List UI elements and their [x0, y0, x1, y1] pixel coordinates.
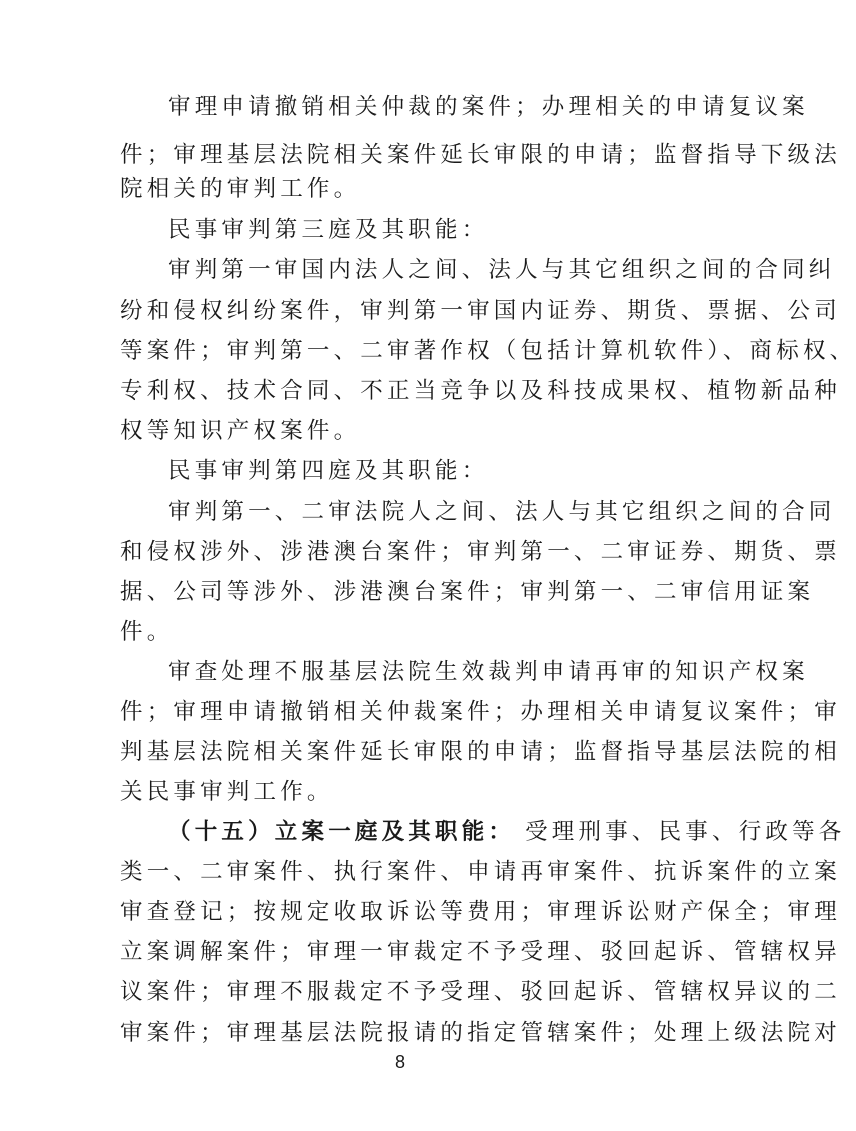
text-segment: 院相关的审判工作。 — [120, 176, 361, 202]
text-line — [0, 92, 809, 122]
text-segment: 件。 — [120, 619, 174, 645]
text-line — [0, 977, 841, 1007]
text-line — [0, 857, 841, 887]
text-segment: 民事审判第三庭及其职能： — [168, 217, 489, 243]
text-segment: 立案调解案件；审理一审裁定不予受理、驳回起诉、管辖权异 — [120, 939, 841, 965]
text-line — [0, 697, 841, 727]
page-number: 8 — [394, 1052, 405, 1072]
text-line — [0, 215, 800, 245]
text-line — [0, 577, 815, 607]
text-segment: 关民事审判工作。 — [120, 779, 334, 805]
text-line — [0, 617, 800, 647]
text-line — [0, 537, 841, 567]
text-segment: 纷和侵权纠纷案件，审判第一审国内证券、期货、票据、公司 — [120, 298, 841, 324]
text-line — [0, 937, 841, 967]
text-segment: 审判第一审国内法人之间、法人与其它组织之间的合同纠 — [168, 257, 836, 283]
text-line — [0, 1018, 841, 1048]
text-line — [0, 255, 836, 285]
text-line — [0, 737, 841, 767]
text-segment: 受理刑事、民事、行政等各 — [525, 819, 846, 845]
text-line — [0, 416, 800, 446]
text-segment: 审理申请撤销相关仲裁的案件；办理相关的申请复议案 — [168, 94, 809, 120]
text-line — [0, 897, 841, 927]
text-line — [0, 140, 841, 170]
text-segment: 等案件；审判第一、二审著作权（包括计算机软件）、商标权、 — [120, 338, 856, 364]
text-segment: 审案件；审理基层法院报请的指定管辖案件；处理上级法院对 — [120, 1020, 841, 1046]
text-segment: 议案件；审理不服裁定不予受理、驳回起诉、管辖权异议的二 — [120, 979, 841, 1005]
text-segment: 件；审理申请撤销相关仲裁案件；办理相关申请复议案件；审 — [120, 699, 841, 725]
text-segment: 专利权、技术合同、不正当竞争以及科技成果权、植物新品种 — [120, 378, 841, 404]
text-line — [0, 336, 856, 366]
text-line — [0, 456, 800, 486]
text-line — [0, 174, 800, 204]
text-segment: 判基层法院相关案件延长审限的申请；监督指导基层法院的相 — [120, 739, 841, 765]
section-heading: （十五）立案一庭及其职能： — [168, 819, 516, 845]
text-segment: 据、公司等涉外、涉港澳台案件；审判第一、二审信用证案 — [120, 579, 815, 605]
text-segment: 件；审理基层法院相关案件延长审限的申请；监督指导下级法 — [120, 142, 841, 168]
text-segment: 和侵权涉外、涉港澳台案件；审判第一、二审证券、期货、票 — [120, 539, 841, 565]
text-line — [0, 296, 841, 326]
text-line — [0, 497, 836, 527]
text-segment: 类一、二审案件、执行案件、申请再审案件、抗诉案件的立案 — [120, 859, 841, 885]
text-line — [0, 777, 800, 807]
text-segment: 民事审判第四庭及其职能： — [168, 458, 489, 484]
text-line — [0, 657, 809, 687]
text-segment: 审判第一、二审法院人之间、法人与其它组织之间的合同 — [168, 499, 836, 525]
text-segment: 审查处理不服基层法院生效裁判申请再审的知识产权案 — [168, 659, 809, 685]
text-line — [0, 376, 841, 406]
text-line — [0, 817, 846, 847]
text-segment: 审查登记；按规定收取诉讼等费用；审理诉讼财产保全；审理 — [120, 899, 841, 925]
text-segment: 权等知识产权案件。 — [120, 418, 361, 444]
